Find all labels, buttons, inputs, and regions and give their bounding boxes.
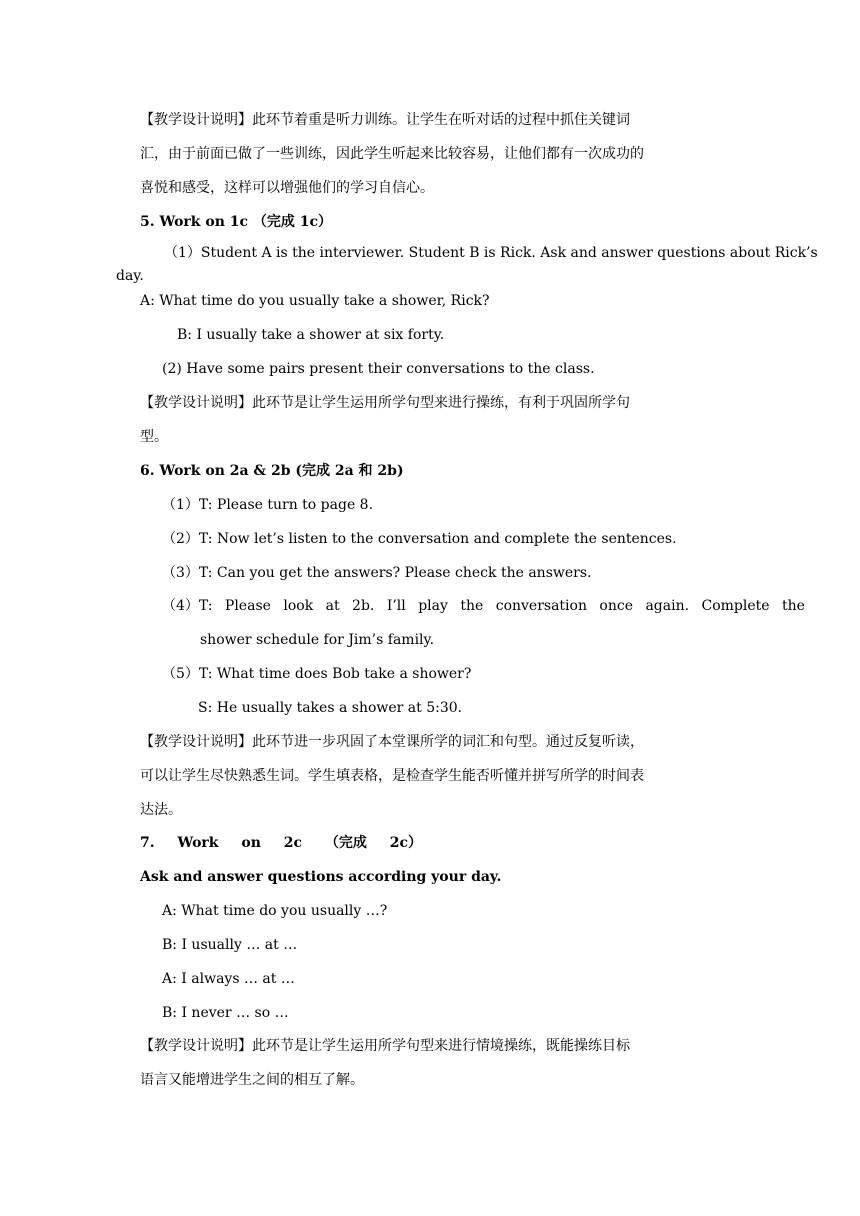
section-heading-2c: 7. Work on 2c （完成 2c） [140,835,423,851]
step-line-cont: day. [116,268,144,284]
step-line: （3）T: Can you get the answers? Please check the answers. [162,565,592,581]
step-line: （5）T: What time does Bob take a shower? [162,666,472,682]
step-line: （1）Student A is the interviewer. Student B is Rick. Ask and answer questions about Rick’s [164,245,818,261]
step-line-cont: shower schedule for Jim’s family. [200,632,435,648]
design-note-line: 【教学设计说明】此环节进一步巩固了本堂课所学的词汇和句型。通过反复听读， [140,734,644,750]
step-line-cont: S: He usually takes a shower at 5:30. [198,700,463,716]
dialogue-line: A: I always … at … [162,971,295,987]
dialogue-line: B: I never … so … [162,1005,289,1021]
step-line: （2）T: Now let’s listen to the conversation and complete the sentences. [162,531,677,547]
section-heading-1c: 5. Work on 1c （完成 1c） [140,214,333,230]
step-line: (2) Have some pairs present their conversations to the class. [162,361,595,377]
section-heading-2a-2b: 6. Work on 2a & 2b (完成 2a 和 2b) [140,463,404,479]
design-note-line: 【教学设计说明】此环节是让学生运用所学句型来进行情境操练，既能操练目标 [140,1038,630,1054]
dialogue-line: A: What time do you usually take a shower, Rick? [140,293,490,309]
design-note-line: 可以让学生尽快熟悉生词。学生填表格，是检查学生能否听懂并拼写所学的时间表 [140,768,644,784]
design-note-line: 型。 [140,429,168,445]
design-note-line: 【教学设计说明】此环节着重是听力训练。让学生在听对话的过程中抓住关键词 [140,112,630,128]
step-line: （1）T: Please turn to page 8. [162,497,374,513]
design-note-line: 喜悦和感受，这样可以增强他们的学习自信心。 [140,180,434,196]
task-instruction: Ask and answer questions according your day. [140,869,502,885]
step-line: （4）T: Please look at 2b. I’ll play the conversation once again. Complete the [162,598,805,614]
dialogue-line: A: What time do you usually …? [162,903,388,919]
design-note-line: 【教学设计说明】此环节是让学生运用所学句型来进行操练，有利于巩固所学句 [140,395,630,411]
design-note-line: 达法。 [140,802,182,818]
dialogue-line: B: I usually take a shower at six forty. [177,327,445,343]
dialogue-line: B: I usually … at … [162,937,298,953]
design-note-line: 汇，由于前面已做了一些训练，因此学生听起来比较容易，让他们都有一次成功的 [140,146,644,162]
design-note-line: 语言又能增进学生之间的相互了解。 [140,1072,364,1088]
